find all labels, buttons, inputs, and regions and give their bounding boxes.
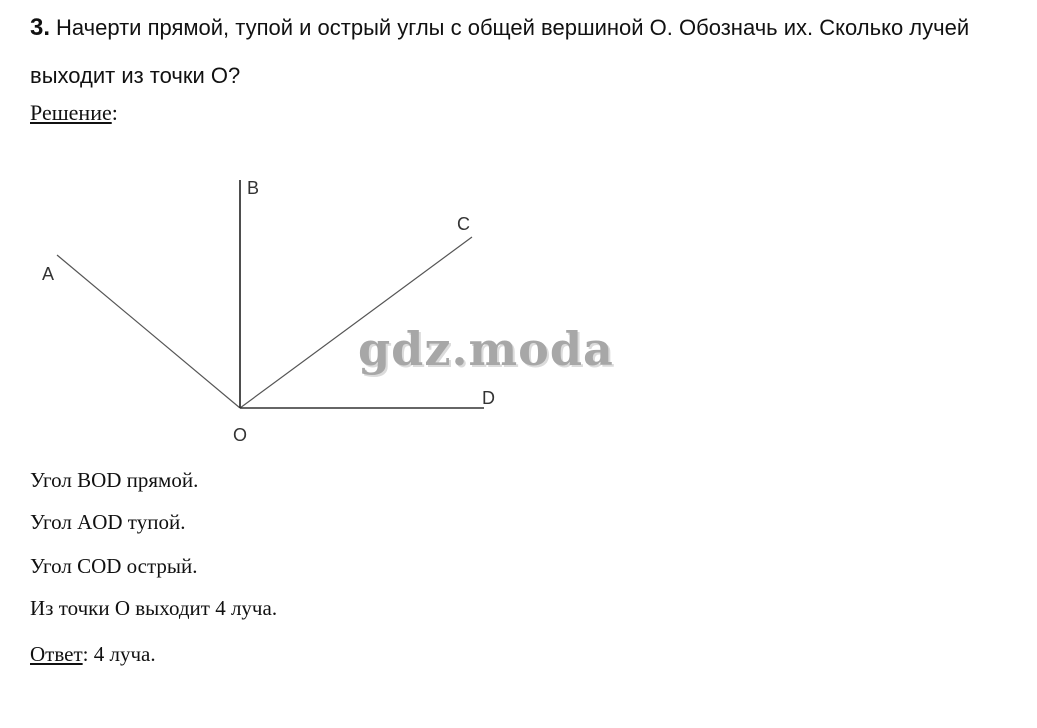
answer-text: : 4 луча. [82,642,156,666]
angles-figure [0,160,720,450]
point-label-O: O [233,425,248,445]
point-label-B: B [247,178,260,198]
statement-right-angle: Угол BOD прямой. [30,468,199,492]
statement-ray-count: Из точки О выходит 4 луча. [30,596,278,620]
solution-heading [30,100,118,126]
solution-label: Решение [30,100,112,125]
point-label-A: A [42,264,55,284]
watermark-logo: gdz.moda [358,322,614,376]
statement-acute-angle: Угол COD острый. [30,554,198,578]
answer-label: Ответ [30,642,83,666]
solution-colon: : [111,100,118,125]
problem-text: Начерти прямой, тупой и острый углы с общей вершиной О. Обозначь их. Сколько лучей выходит из точки О? [30,15,970,88]
problem-statement [30,4,1020,100]
point-label-C: C [457,214,470,234]
problem-number: 3. [30,14,51,41]
answer-line [30,642,156,667]
ray-OA [57,255,240,408]
point-label-D: D [482,388,495,408]
statement-obtuse-angle: Угол AOD тупой. [30,510,186,534]
